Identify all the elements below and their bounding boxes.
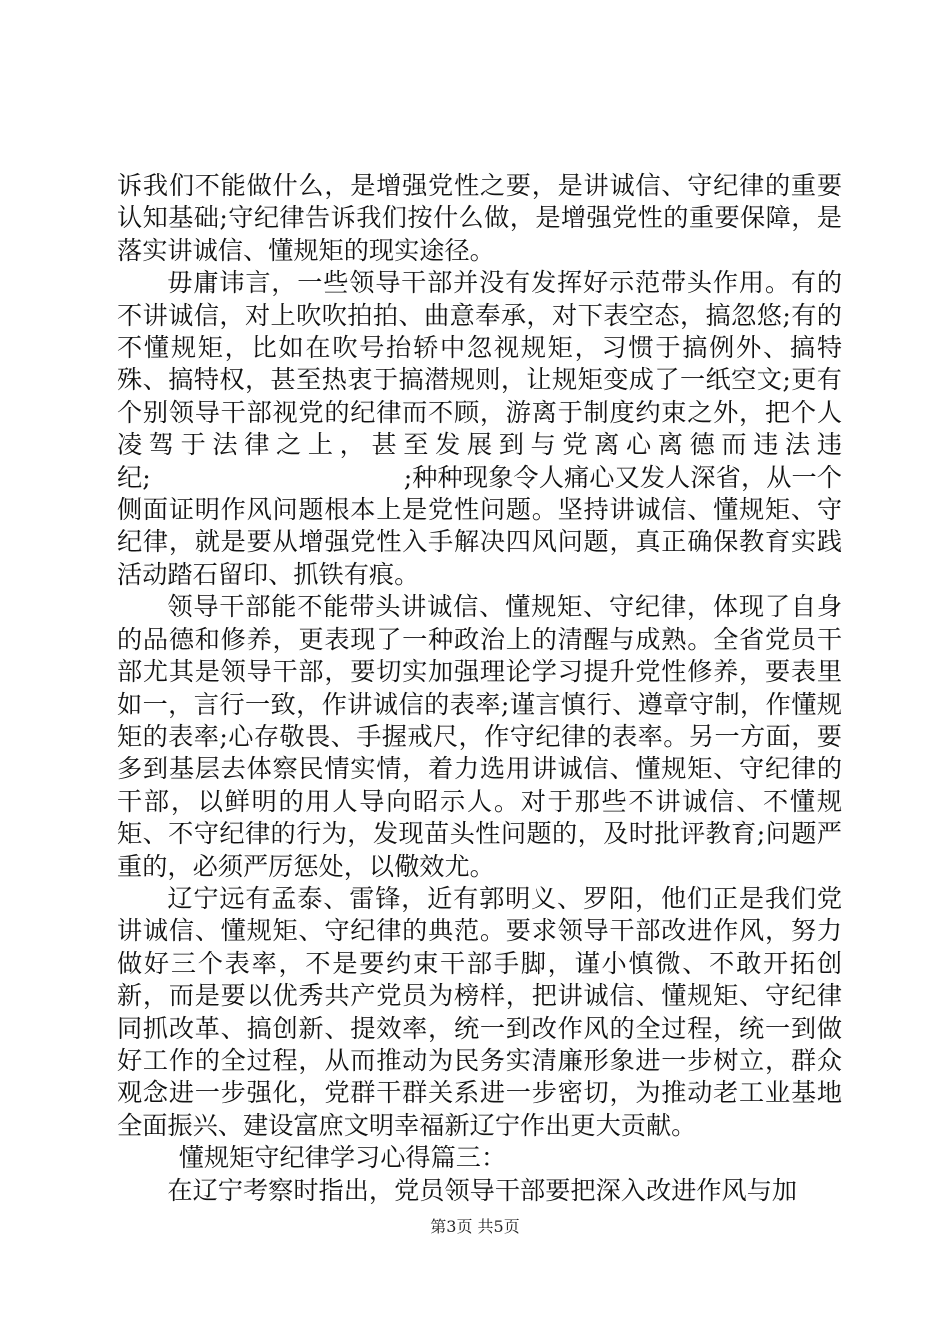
paragraph-1: 诉我们不能做什么，是增强党性之要，是讲诚信、守纪律的重要认知基础;守纪律告诉我们按什么做，是增强党性的重要保障，是落实讲诚信、懂规矩的现实途径。: [117, 171, 842, 265]
section-heading: 懂规矩守纪律学习心得篇三：: [178, 1143, 507, 1173]
paragraph-2: 毋庸讳言，一些领导干部并没有发挥好示范带头作用。有的不讲诚信，对上吹吹拍拍、曲意奉承，对下表空态，搞忽悠;有的不懂规矩，比如在吹号抬轿中忽视规矩，习惯于搞例外、搞特殊、搞特权，甚至热衷于搞潜规则，让规矩变成了一纸空文;更有个别领导干部视党的纪律而不顾，游离于制度约束之外，把个人凌驾于法律之上，甚至发展到与党离心离德而违法违纪; ;种种现象令人痛心又发人深省，从一个侧面证明作风问题根本上是党性问题。坚持讲诚信、懂规矩、守纪律，就是要从增强党性入手解决四风问题，真正确保教育实践活动踏石留印、抓铁有痕。: [117, 268, 842, 589]
paragraph-3: 领导干部能不能带头讲诚信、懂规矩、守纪律，体现了自身的品德和修养，更表现了一种政治上的清醒与成熟。全省党员干部尤其是领导干部，要切实加强理论学习提升党性修养，要表里如一，言行一致，作讲诚信的表率;谨言慎行、遵章守制，作懂规矩的表率;心存敬畏、手握戒尺，作守纪律的表率。另一方面，要多到基层去体察民情实情，着力选用讲诚信、懂规矩、守纪律的干部，以鲜明的用人导向昭示人。对于那些不讲诚信、不懂规矩、不守纪律的行为，发现苗头性问题的，及时批评教育;问题严重的，必须严厉惩处，以儆效尤。: [117, 592, 842, 881]
paragraph-5: 在辽宁考察时指出，党员领导干部要把深入改进作风与加: [167, 1175, 798, 1205]
paragraph-4: 辽宁远有孟泰、雷锋，近有郭明义、罗阳，他们正是我们党讲诚信、懂规矩、守纪律的典范。要求领导干部改进作风，努力做好三个表率，不是要约束干部手脚，谨小慎微、不敢开拓创新，而是要以优秀共产党员为榜样，把讲诚信、懂规矩、守纪律同抓改革、搞创新、提效率，统一到改作风的全过程，统一到做好工作的全过程，从而推动为民务实清廉形象进一步树立，群众观念进一步强化，党群干群关系进一步密切，为推动老工业基地全面振兴、建设富庶文明幸福新辽宁作出更大贡献。: [117, 883, 842, 1140]
body-text: [117, 170, 842, 1207]
page-number: 第3页 共5页: [430, 1217, 520, 1236]
